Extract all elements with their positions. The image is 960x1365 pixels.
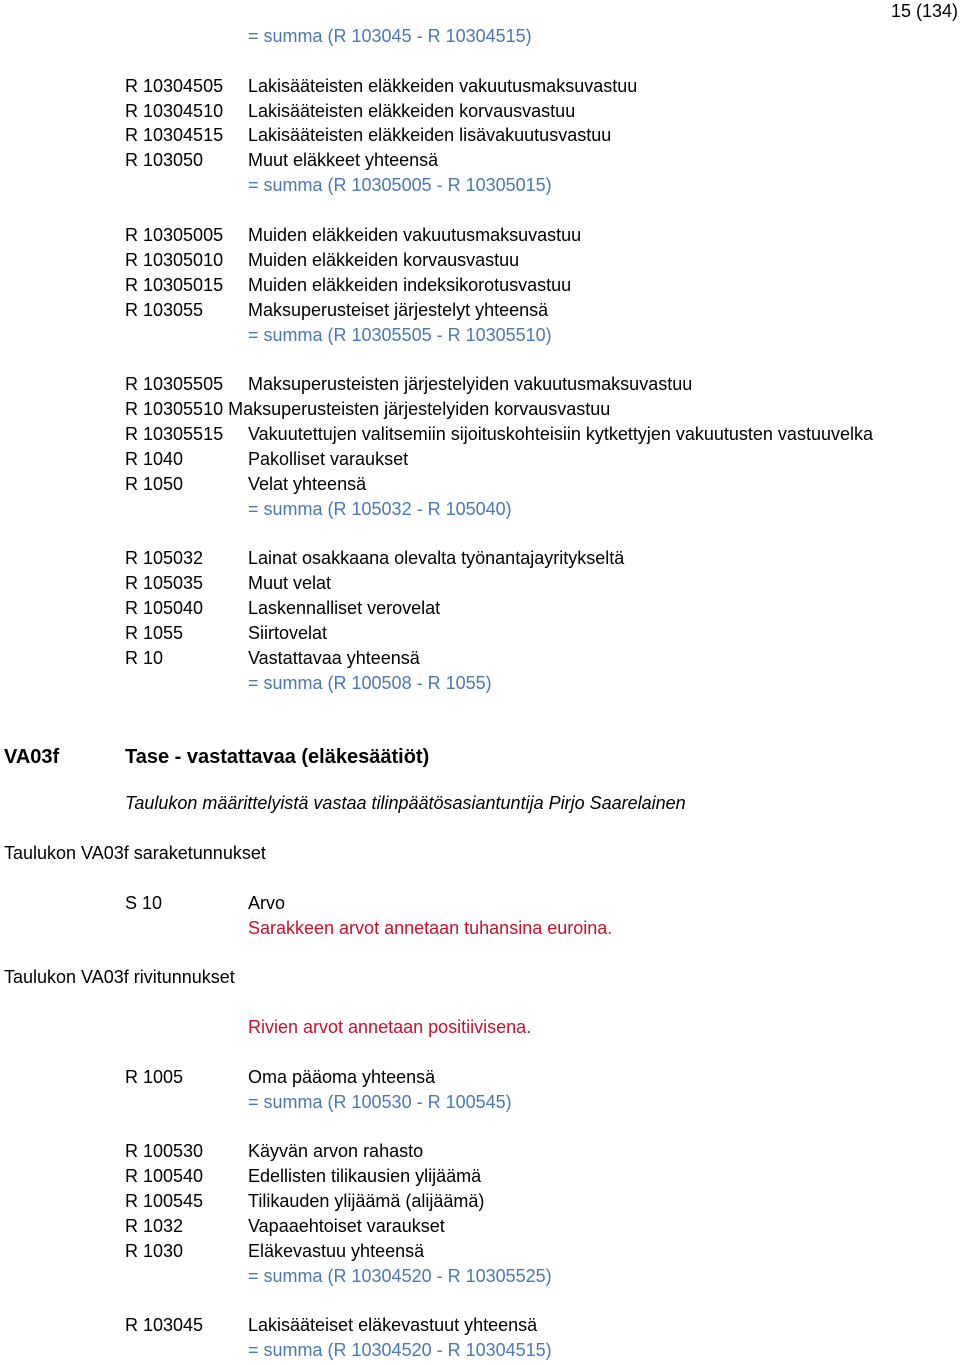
label-cell: Pakolliset varaukset [248, 449, 409, 469]
label-cell: Muiden eläkkeiden vakuutusmaksuvastuu [248, 225, 582, 245]
formula-line: = summa (R 100530 - R 100545) [248, 1092, 512, 1112]
label-cell: Lakisääteisten eläkkeiden vakuutusmaksuvastuu [248, 76, 638, 96]
formula-line: = summa (R 100508 - R 1055) [248, 673, 492, 693]
code-cell: R 105040 [125, 598, 204, 618]
code-cell: R 10304510 [125, 101, 224, 121]
code-cell: R 103055 [125, 300, 204, 320]
label-cell: Edellisten tilikausien ylijäämä [248, 1166, 482, 1186]
row-heading: Taulukon VA03f rivitunnukset [4, 967, 235, 987]
row-note: Rivien arvot annetaan positiivisena. [248, 1017, 532, 1037]
label-cell: Muut velat [248, 573, 332, 593]
label-cell: Muiden eläkkeiden korvausvastuu [248, 250, 520, 270]
code-cell: R 105032 [125, 548, 204, 568]
code-cell: S 10 [125, 893, 163, 913]
code-cell: R 10305015 [125, 275, 224, 295]
code-cell: R 10 [125, 648, 164, 668]
label-cell: Muiden eläkkeiden indeksikorotusvastuu [248, 275, 572, 295]
code-cell: R 1055 [125, 623, 184, 643]
code-cell: R 10304505 [125, 76, 224, 96]
label-cell: Käyvän arvon rahasto [248, 1141, 424, 1161]
column-note: Sarakkeen arvot annetaan tuhansina euroina. [248, 918, 613, 938]
code-cell: R 100530 [125, 1141, 204, 1161]
label-cell: Vakuutettujen valitsemiin sijoituskohteisiin kytkettyjen vakuutusten vastuuvelka [248, 424, 873, 444]
formula-line: = summa (R 10304520 - R 10305525) [248, 1266, 552, 1286]
label-cell: Laskennalliset verovelat [248, 598, 441, 618]
code-cell: R 10305010 [125, 250, 224, 270]
label-cell: Arvo [248, 893, 286, 913]
label-cell: Tilikauden ylijäämä (alijäämä) [248, 1191, 485, 1211]
label-cell: Siirtovelat [248, 623, 328, 643]
section-title: Tase - vastattavaa (eläkesäätiöt) [125, 746, 430, 768]
formula-line: = summa (R 103045 - R 10304515) [248, 26, 532, 46]
label-cell: Lainat osakkaana olevalta työnantajayritykseltä [248, 548, 625, 568]
responsible-note: Taulukon määrittelyistä vastaa tilinpäätösasiantuntija Pirjo Saarelainen [125, 793, 686, 813]
code-cell: R 103045 [125, 1315, 204, 1335]
label-cell: Maksuperusteiset järjestelyt yhteensä [248, 300, 549, 320]
label-cell: Velat yhteensä [248, 474, 367, 494]
formula-line: = summa (R 10304520 - R 10304515) [248, 1340, 552, 1360]
label-cell: Vapaaehtoiset varaukset [248, 1216, 445, 1236]
code-cell: R 1032 [125, 1216, 184, 1236]
page-number: 15 (134) [890, 1, 958, 21]
column-heading: Taulukon VA03f saraketunnukset [4, 843, 266, 863]
code-cell: R 1050 [125, 474, 184, 494]
code-cell: R 1005 [125, 1067, 184, 1087]
label-cell: Maksuperusteisten järjestelyiden vakuutusmaksuvastuu [248, 374, 693, 394]
label-cell: Lakisääteiset eläkevastuut yhteensä [248, 1315, 538, 1335]
formula-line: = summa (R 10305505 - R 10305510) [248, 325, 552, 345]
code-cell: R 10305505 [125, 374, 224, 394]
label-cell: Lakisääteisten eläkkeiden korvausvastuu [248, 101, 576, 121]
label-cell: Oma pääoma yhteensä [248, 1067, 436, 1087]
row-combined: R 10305510 Maksuperusteisten järjestelyiden korvausvastuu [125, 399, 611, 419]
code-cell: R 1040 [125, 449, 184, 469]
code-cell: R 1030 [125, 1241, 184, 1261]
label-cell: Eläkevastuu yhteensä [248, 1241, 425, 1261]
code-cell: R 105035 [125, 573, 204, 593]
label-cell: Muut eläkkeet yhteensä [248, 150, 439, 170]
label-cell: Vastattavaa yhteensä [248, 648, 420, 668]
code-cell: R 10305515 [125, 424, 224, 444]
formula-line: = summa (R 10305005 - R 10305015) [248, 175, 552, 195]
formula-line: = summa (R 105032 - R 105040) [248, 499, 512, 519]
code-cell: R 10304515 [125, 125, 224, 145]
code-cell: R 100540 [125, 1166, 204, 1186]
code-cell: R 103050 [125, 150, 204, 170]
code-cell: R 100545 [125, 1191, 204, 1211]
section-id: VA03f [4, 746, 60, 768]
code-cell: R 10305005 [125, 225, 224, 245]
label-cell: Lakisääteisten eläkkeiden lisävakuutusvastuu [248, 125, 612, 145]
